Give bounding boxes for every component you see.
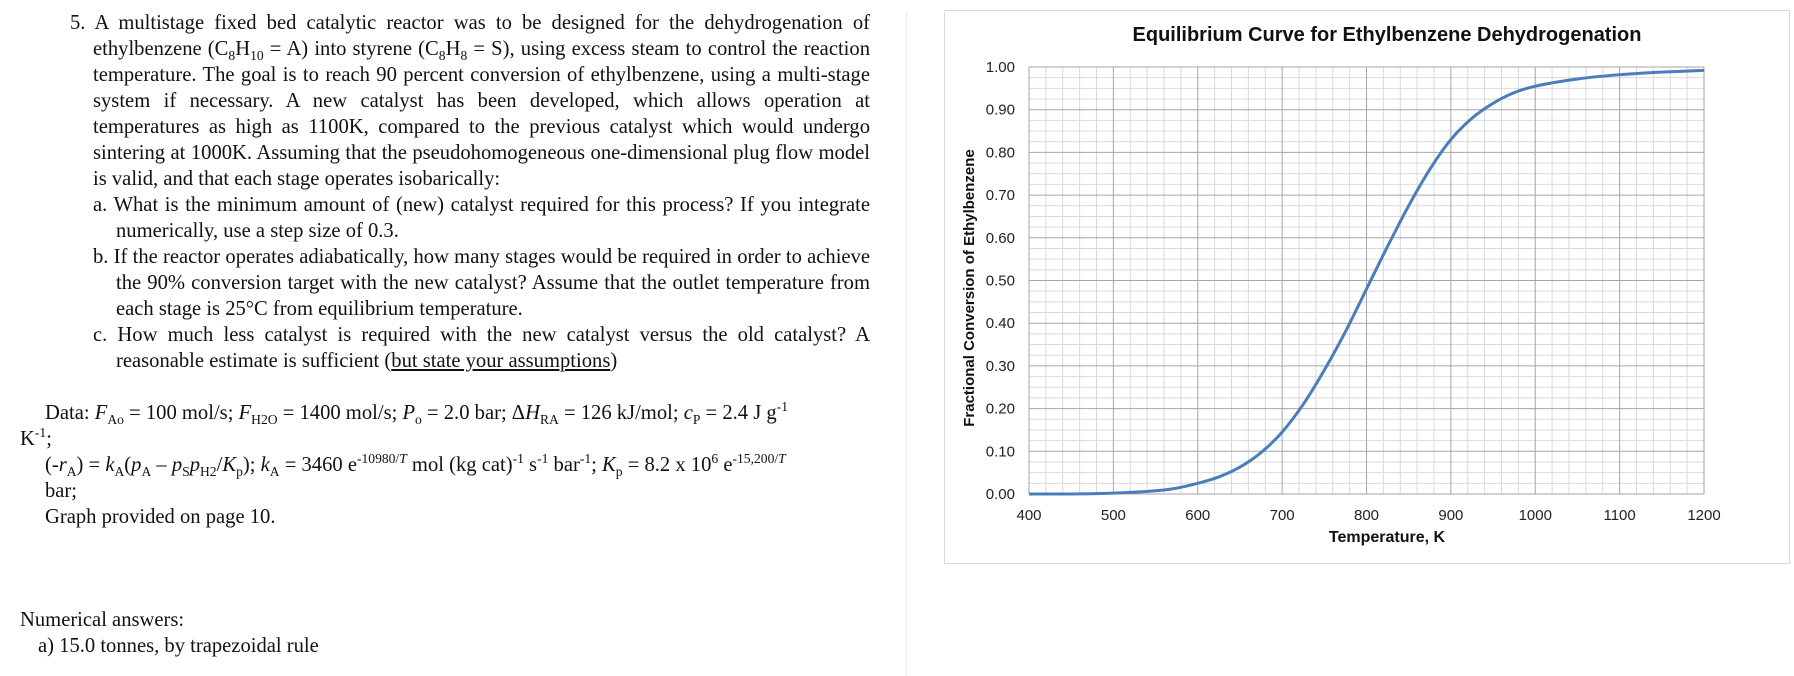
y-tick-label: 1.00 [985, 59, 1015, 76]
y-tick-label: 0.70 [985, 187, 1015, 205]
x-tick-label: 600 [1185, 507, 1211, 524]
numerical-answers [20, 607, 319, 659]
y-tick-label: 0.80 [985, 144, 1015, 162]
chart-title: Equilibrium Curve for Ethylbenzene Dehydrogenation [1132, 24, 1642, 46]
page-divider [906, 12, 907, 676]
data-line-2: $(-r_A) = k_A(p_A - p_Sp_{H2}/K_p)$; $k_A = 3460$ $e^{-10980/T}$ mol (kg cat)$^{-1}$ $s^{-1}$ bar$^{-1}$; $K_p = 8.2$ x $10^6$ $e^{-15,200/T}$ [45, 451, 786, 480]
graph-note: Graph provided on page 10. [45, 506, 276, 528]
x-tick-label: 1100 [1603, 507, 1636, 524]
x-axis-label: Temperature, K [1328, 529, 1446, 546]
y-tick-label: 0.40 [985, 315, 1015, 333]
x-tick-label: 1200 [1687, 507, 1721, 524]
x-tick-label: 800 [1353, 507, 1380, 524]
y-tick-label: 0.00 [985, 486, 1015, 503]
y-tick-label: 0.90 [985, 101, 1015, 119]
y-axis-label: Fractional Conversion of Ethylbenzene [961, 149, 978, 427]
y-tick-label: 0.30 [985, 357, 1015, 375]
answers-heading: Numerical answers: [20, 609, 185, 631]
answer-a: a) 15.0 tonnes, by trapezoidal rule [38, 635, 319, 657]
problem-intro: 5. A multistage fixed bed catalytic reactor was to be designed for the dehydrogenation of ethylbenzene $(C_8H_{10} = A)$ into styrene $(C_8H_8 = S)$, using excess steam to control the reaction temperature. The goal is to reach 90 percent conversion of ethylbenzene, using a multi-stage system if necessary. A new catalyst has been developed, which allows operation at temperatures as high as 1100K, compared to the previous catalyst which would undergo sintering at 1000K. Assuming that the pseudohomogeneous one-dimensional plug flow model is valid, and that each stage operates isobarically: [70, 12, 870, 190]
question-a: a. What is the minimum amount of (new) catalyst required for this process? If you integrate numerically, use a step size of 0.3. [93, 194, 870, 242]
data-section [20, 400, 870, 530]
x-tick-label: 1000 [1518, 507, 1552, 524]
problem-statement [20, 10, 870, 530]
y-tick-label: 0.60 [985, 229, 1015, 247]
data-line-3: bar; [45, 480, 78, 502]
x-tick-labels [1016, 507, 1720, 524]
y-tick-label: 0.50 [985, 272, 1015, 290]
question-b: b. If the reactor operates adiabatically, how many stages would be required in order to achieve the 90% conversion target with the new catalyst? Assume that the outlet temperature from each stage is 25°C from equilibrium temperature. [93, 246, 870, 320]
x-tick-label: 900 [1438, 507, 1464, 524]
x-tick-label: 400 [1016, 507, 1042, 524]
y-tick-label: 0.20 [985, 400, 1015, 418]
chart-grid [1029, 67, 1704, 494]
equilibrium-chart [944, 10, 1790, 564]
data-line-1b: $K^{-1}$; [20, 425, 52, 450]
x-tick-label: 700 [1269, 507, 1295, 524]
chart-svg [944, 10, 1790, 564]
x-tick-label: 500 [1100, 507, 1126, 524]
question-c: c. How much less catalyst is required with the new catalyst versus the old catalyst? A reasonable estimate is sufficient (but state your assumptions) [93, 324, 870, 372]
data-line-1: Data: $F_{Ao} = 100$ mol/s; $F_{H2O} = 1400$ mol/s; $P_o = 2.0$ bar; $\Delta H_{RA} = 126$ kJ/mol; $c_P = 2.4$ J $g^{-1}$ [45, 399, 788, 428]
y-tick-label: 0.10 [985, 443, 1015, 461]
